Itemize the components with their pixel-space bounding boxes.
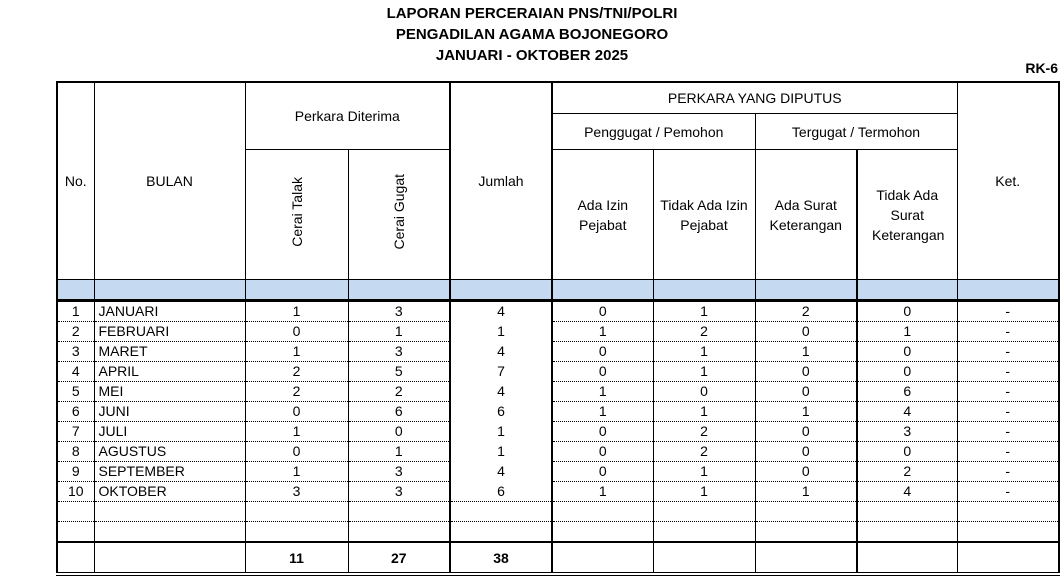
cell-ket: - — [957, 382, 1059, 402]
cell-cerai-talak: 1 — [245, 462, 348, 482]
empty-cell — [957, 542, 1059, 574]
cell-cerai-talak: 1 — [245, 342, 348, 362]
cell-jumlah: 1 — [450, 322, 552, 342]
col-group-tergugat: Tergugat / Termohon — [755, 114, 957, 150]
cell-cerai-gugat: 2 — [348, 382, 450, 402]
empty-cell — [94, 542, 245, 574]
cell-jumlah: 4 — [450, 462, 552, 482]
col-header-tidak-ada-surat: Tidak Ada Surat Keterangan — [857, 150, 957, 280]
table-row — [57, 402, 1059, 422]
cell-ada-izin: 0 — [552, 301, 653, 322]
table-row — [57, 462, 1059, 482]
empty-cell — [552, 502, 653, 522]
cell-tidak-ada-surat: 0 — [857, 442, 957, 462]
cell-tidak-ada-izin: 1 — [653, 482, 755, 502]
cell-bulan: MEI — [94, 382, 245, 402]
cell-ket: - — [957, 402, 1059, 422]
cell-ada-izin: 0 — [552, 362, 653, 382]
cell-ada-izin: 1 — [552, 482, 653, 502]
cell-tidak-ada-izin: 1 — [653, 402, 755, 422]
cell-cerai-gugat: 3 — [348, 462, 450, 482]
cell-bulan: SEPTEMBER — [94, 462, 245, 482]
col-group-perkara-diputus: PERKARA YANG DIPUTUS — [552, 82, 957, 114]
empty-cell — [552, 280, 653, 301]
table-row — [57, 362, 1059, 382]
cell-no: 5 — [57, 382, 94, 402]
empty-cell — [245, 280, 348, 301]
cell-bulan: JULI — [94, 422, 245, 442]
cell-cerai-talak: 0 — [245, 402, 348, 422]
empty-cell — [57, 522, 94, 543]
cell-ket: - — [957, 422, 1059, 442]
empty-cell — [94, 522, 245, 543]
cell-ada-surat: 1 — [755, 402, 857, 422]
cell-cerai-gugat: 0 — [348, 422, 450, 442]
cell-tidak-ada-surat: 1 — [857, 322, 957, 342]
cell-ada-izin: 0 — [552, 462, 653, 482]
empty-cell — [450, 280, 552, 301]
empty-cell — [857, 522, 957, 543]
cell-ada-izin: 0 — [552, 442, 653, 462]
cell-tidak-ada-surat: 0 — [857, 342, 957, 362]
cerai-gugat-vertical-label: Cerai Gugat — [390, 174, 407, 250]
cell-cerai-gugat: 3 — [348, 482, 450, 502]
cell-ada-surat: 0 — [755, 462, 857, 482]
cell-bulan: OKTOBER — [94, 482, 245, 502]
table-row — [57, 382, 1059, 402]
cell-ket: - — [957, 482, 1059, 502]
cell-ket: - — [957, 301, 1059, 322]
empty-cell — [755, 522, 857, 543]
cell-jumlah: 1 — [450, 422, 552, 442]
cell-bulan: JUNI — [94, 402, 245, 422]
cell-ket: - — [957, 462, 1059, 482]
cell-bulan: JANUARI — [94, 301, 245, 322]
cell-ket: - — [957, 342, 1059, 362]
header-row-1 — [57, 82, 1059, 114]
cell-ada-izin: 1 — [552, 402, 653, 422]
cell-no: 7 — [57, 422, 94, 442]
cell-tidak-ada-surat: 4 — [857, 482, 957, 502]
cell-tidak-ada-izin: 1 — [653, 462, 755, 482]
cell-tidak-ada-surat: 0 — [857, 362, 957, 382]
cell-jumlah: 4 — [450, 382, 552, 402]
cell-bulan: AGUSTUS — [94, 442, 245, 462]
empty-cell — [857, 502, 957, 522]
table-row — [57, 482, 1059, 502]
cell-ada-surat: 1 — [755, 342, 857, 362]
title-line-3: JANUARI - OKTOBER 2025 — [435, 47, 629, 64]
cell-ada-surat: 0 — [755, 422, 857, 442]
cell-jumlah: 1 — [450, 442, 552, 462]
cell-cerai-talak: 0 — [245, 442, 348, 462]
empty-cell — [552, 522, 653, 543]
cell-ada-surat: 0 — [755, 442, 857, 462]
cell-tidak-ada-surat: 0 — [857, 301, 957, 322]
cell-cerai-gugat: 1 — [348, 442, 450, 462]
empty-cell — [245, 502, 348, 522]
cell-ada-surat: 1 — [755, 482, 857, 502]
empty-cell — [245, 522, 348, 543]
cell-cerai-talak: 1 — [245, 422, 348, 442]
total-cerai-talak: 11 — [245, 542, 348, 574]
cell-jumlah: 4 — [450, 342, 552, 362]
empty-cell — [450, 502, 552, 522]
cell-no: 10 — [57, 482, 94, 502]
empty-cell — [957, 522, 1059, 543]
cell-tidak-ada-surat: 6 — [857, 382, 957, 402]
form-code-label: RK-6 — [1025, 60, 1058, 76]
cell-cerai-gugat: 5 — [348, 362, 450, 382]
col-header-ket: Ket. — [957, 82, 1059, 280]
empty-cell — [57, 280, 94, 301]
empty-cell — [94, 280, 245, 301]
empty-cell — [653, 542, 755, 574]
total-cerai-gugat: 27 — [348, 542, 450, 574]
cell-no: 4 — [57, 362, 94, 382]
cell-no: 8 — [57, 442, 94, 462]
cell-cerai-talak: 2 — [245, 362, 348, 382]
cell-bulan: MARET — [94, 342, 245, 362]
empty-cell — [348, 522, 450, 543]
col-header-bulan: BULAN — [94, 82, 245, 280]
col-header-jumlah: Jumlah — [450, 82, 552, 280]
col-header-no: No. — [57, 82, 94, 280]
cell-tidak-ada-izin: 1 — [653, 301, 755, 322]
empty-cell — [857, 280, 957, 301]
cell-cerai-talak: 2 — [245, 382, 348, 402]
cell-ada-surat: 0 — [755, 362, 857, 382]
cell-jumlah: 7 — [450, 362, 552, 382]
cell-tidak-ada-izin: 2 — [653, 442, 755, 462]
empty-cell — [857, 542, 957, 574]
report-table — [56, 81, 1060, 576]
col-header-ada-surat: Ada Surat Keterangan — [755, 150, 857, 280]
cell-tidak-ada-surat: 3 — [857, 422, 957, 442]
cell-cerai-gugat: 3 — [348, 342, 450, 362]
cell-cerai-talak: 0 — [245, 322, 348, 342]
table-row — [57, 342, 1059, 362]
empty-cell — [957, 280, 1059, 301]
empty-cell — [755, 542, 857, 574]
col-header-cerai-talak — [245, 150, 348, 280]
cell-jumlah: 6 — [450, 402, 552, 422]
cell-no: 2 — [57, 322, 94, 342]
cell-tidak-ada-izin: 0 — [653, 382, 755, 402]
cell-ket: - — [957, 442, 1059, 462]
title-line-2: PENGADILAN AGAMA BOJONEGORO — [395, 26, 669, 43]
col-group-perkara-diterima: Perkara Diterima — [245, 82, 450, 150]
empty-cell — [653, 280, 755, 301]
cell-tidak-ada-izin: 2 — [653, 422, 755, 442]
empty-cell — [348, 280, 450, 301]
empty-cell — [348, 502, 450, 522]
cell-tidak-ada-surat: 4 — [857, 402, 957, 422]
col-group-penggugat: Penggugat / Pemohon — [552, 114, 755, 150]
cell-no: 3 — [57, 342, 94, 362]
total-jumlah: 38 — [450, 542, 552, 574]
title-line-1: LAPORAN PERCERAIAN PNS/TNI/POLRI — [386, 5, 678, 22]
cell-cerai-talak: 1 — [245, 301, 348, 322]
cell-no: 6 — [57, 402, 94, 422]
cell-tidak-ada-surat: 2 — [857, 462, 957, 482]
highlight-row — [57, 280, 1059, 301]
cell-cerai-talak: 3 — [245, 482, 348, 502]
table-row — [57, 422, 1059, 442]
cell-ada-izin: 0 — [552, 342, 653, 362]
col-header-ada-izin: Ada Izin Pejabat — [552, 150, 653, 280]
cell-no: 9 — [57, 462, 94, 482]
cell-bulan: APRIL — [94, 362, 245, 382]
table-row — [57, 442, 1059, 462]
cell-cerai-gugat: 1 — [348, 322, 450, 342]
empty-cell — [552, 542, 653, 574]
cell-tidak-ada-izin: 1 — [653, 362, 755, 382]
cell-tidak-ada-izin: 1 — [653, 342, 755, 362]
cell-cerai-gugat: 6 — [348, 402, 450, 422]
empty-cell — [94, 502, 245, 522]
cell-ada-surat: 2 — [755, 301, 857, 322]
cell-ada-izin: 1 — [552, 382, 653, 402]
cell-ket: - — [957, 322, 1059, 342]
col-header-cerai-gugat — [348, 150, 450, 280]
cell-ada-surat: 0 — [755, 322, 857, 342]
empty-cell — [57, 502, 94, 522]
cell-cerai-gugat: 3 — [348, 301, 450, 322]
cerai-talak-vertical-label: Cerai Talak — [288, 177, 305, 247]
spacer-row — [57, 522, 1059, 543]
empty-cell — [755, 280, 857, 301]
spacer-row — [57, 502, 1059, 522]
cell-ket: - — [957, 362, 1059, 382]
report-title — [0, 3, 1064, 66]
cell-ada-izin: 1 — [552, 322, 653, 342]
cell-ada-surat: 0 — [755, 382, 857, 402]
cell-tidak-ada-izin: 2 — [653, 322, 755, 342]
cell-ada-izin: 0 — [552, 422, 653, 442]
totals-row — [57, 542, 1059, 574]
empty-cell — [957, 502, 1059, 522]
cell-jumlah: 4 — [450, 301, 552, 322]
empty-cell — [755, 502, 857, 522]
table-row — [57, 301, 1059, 322]
cell-no: 1 — [57, 301, 94, 322]
cell-jumlah: 6 — [450, 482, 552, 502]
cell-bulan: FEBRUARI — [94, 322, 245, 342]
col-header-tidak-ada-izin: Tidak Ada Izin Pejabat — [653, 150, 755, 280]
empty-cell — [57, 542, 94, 574]
empty-cell — [450, 522, 552, 543]
empty-cell — [653, 502, 755, 522]
empty-cell — [653, 522, 755, 543]
table-row — [57, 322, 1059, 342]
